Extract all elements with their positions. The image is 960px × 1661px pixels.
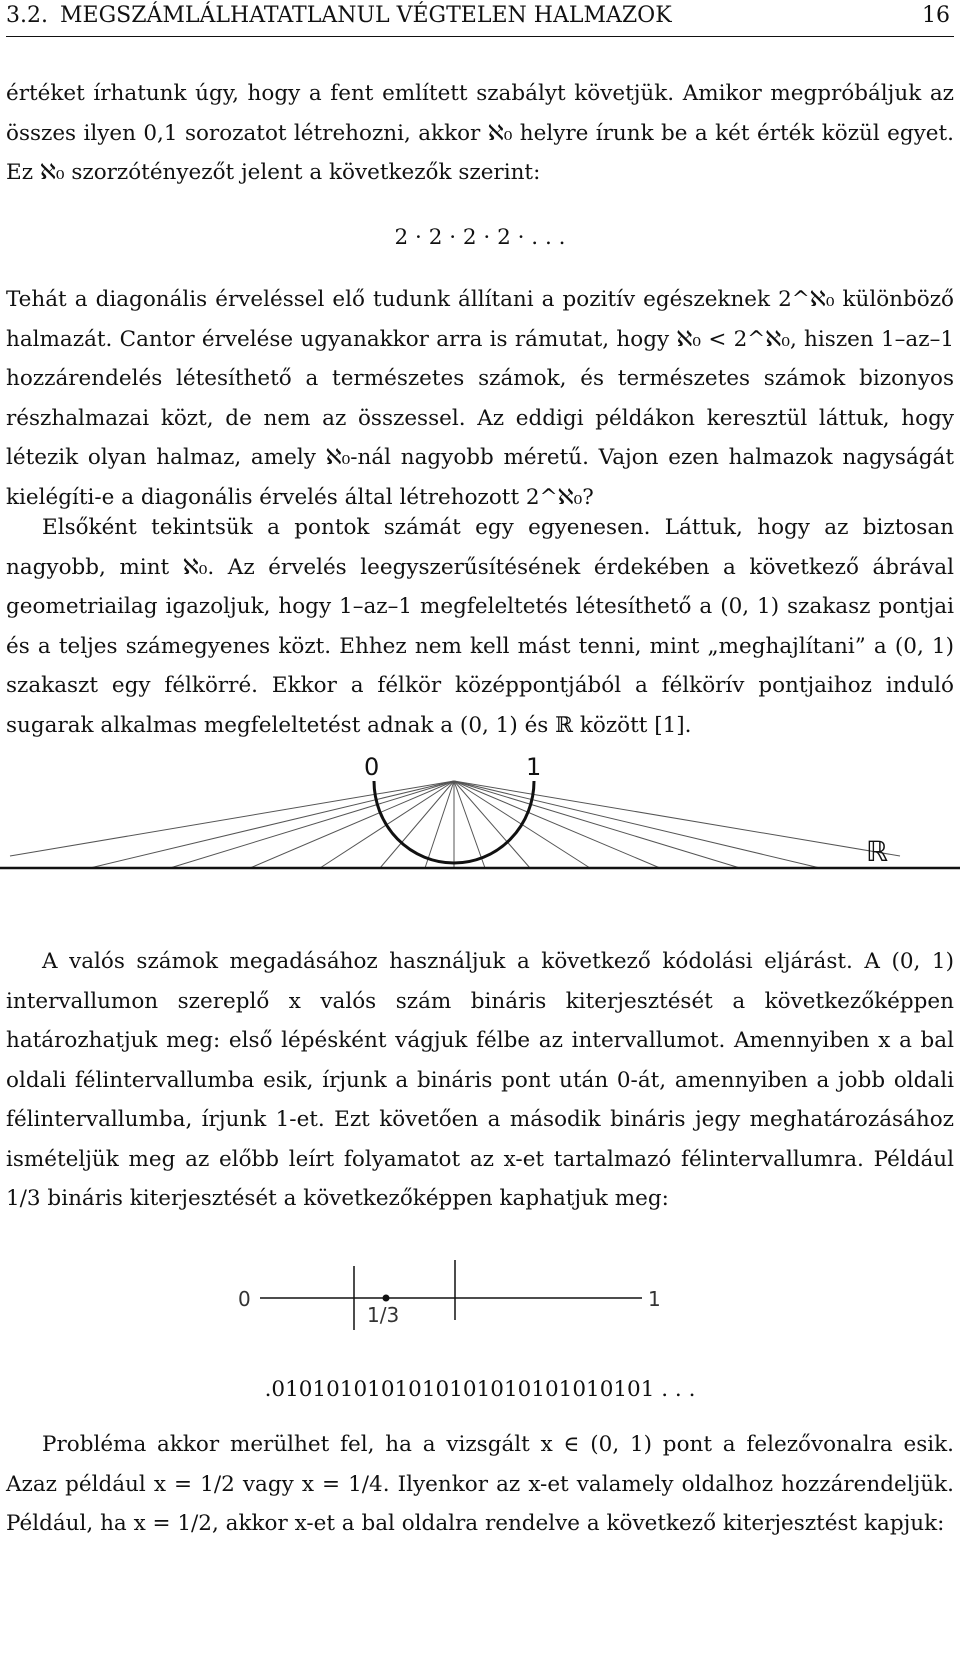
page-number: 16	[922, 3, 950, 28]
interval-label-one: 1	[648, 1287, 661, 1311]
semicircle-label-zero: 0	[364, 753, 380, 781]
running-header	[6, 0, 954, 37]
section-heading	[6, 0, 684, 32]
section-title: MEGSZÁMLÁLHATATLANUL VÉGTELEN HALMAZOK	[59, 3, 672, 28]
equation-product: 2 · 2 · 2 · 2 · . . .	[394, 225, 566, 250]
paragraph-3: Elsőként tekintsük a pontok számát egy egyenesen. Láttuk, hogy az biztosan nagyobb, mint ℵ₀. Az érvelés leegyszerűsítésének érdekében a következő ábrával geometriailag igazoljuk, hogy 1–az–1 megfeleltetés létesíthető a (0, 1) szakasz pontjai és a teljes számegyenes közt. Ehhez nem kell mást tenni, mint „meghajlítani” a (0, 1) szakaszt egy félkörré. Ekkor a félkör középpontjából a félkörív pontjaihoz induló sugarak alkalmas megfeleltetést adnak a (0, 1) és ℝ között [1].	[6, 515, 954, 738]
interval-label-third: 1/3	[367, 1303, 400, 1327]
semicircle-label-one: 1	[526, 753, 542, 781]
interval-figure	[230, 1258, 680, 1333]
one-third-point	[383, 1295, 390, 1302]
equation-binary-expansion: .0101010101010101010101010101 . . .	[264, 1377, 696, 1402]
paragraph-2: Tehát a diagonális érveléssel elő tudunk állítani a pozitív egészeknek 2^ℵ₀ különböző halmazát. Cantor érvelése ugyanakkor arra is rámutat, hogy ℵ₀ < 2^ℵ₀, hiszen 1–az–1 hozzárendelés létesíthető a természetes számok, és természetes számok bizonyos részhalmazai közt, de nem az összessel. Az eddigi példákon keresztül láttuk, hogy létezik olyan halmaz, amely ℵ₀-nál nagyobb méretű. Vajon ezen halmazok nagyságát kielégíti-e a diagonális érvelés által létrehozott 2^ℵ₀?	[6, 287, 954, 510]
section-number: 3.2.	[6, 3, 48, 28]
paragraph-4: A valós számok megadásához használjuk a következő kódolási eljárást. A (0, 1) intervallumon szereplő x valós szám bináris kiterjesztését a következőképpen határozhatjuk meg: első lépésként vágjuk félbe az intervallumot. Amennyiben x a bal oldali félintervallumba esik, írjunk a bináris pont után 0-át, amennyiben a jobb oldali félintervallumba, írjunk 1-et. Ezt követően a második bináris jegy meghatározásához ismételjük meg az előbb leírt folyamatot az x-et tartalmazó félintervallumra. Például 1/3 bináris kiterjesztését a következőképpen kaphatjuk meg:	[6, 949, 954, 1211]
paragraph-5: Probléma akkor merülhet fel, ha a vizsgált x ∈ (0, 1) pont a felezővonalra esik. Azaz például x = 1/2 vagy x = 1/4. Ilyenkor az x-et valamely oldalhoz hozzárendeljük. Például, ha x = 1/2, akkor x-et a bal oldalra rendelve a következő kiterjesztést kapjuk:	[6, 1432, 954, 1536]
interval-label-zero: 0	[238, 1287, 251, 1311]
real-line-label: ℝ	[866, 835, 889, 868]
paragraph-1: értéket írhatunk úgy, hogy a fent említett szabályt követjük. Amikor megpróbáljuk az összes ilyen 0,1 sorozatot létrehozni, akkor ℵ₀ helyre írunk be a két érték közül egyet. Ez ℵ₀ szorzótényezőt jelent a következők szerint:	[6, 81, 954, 185]
semicircle-figure	[0, 748, 960, 878]
